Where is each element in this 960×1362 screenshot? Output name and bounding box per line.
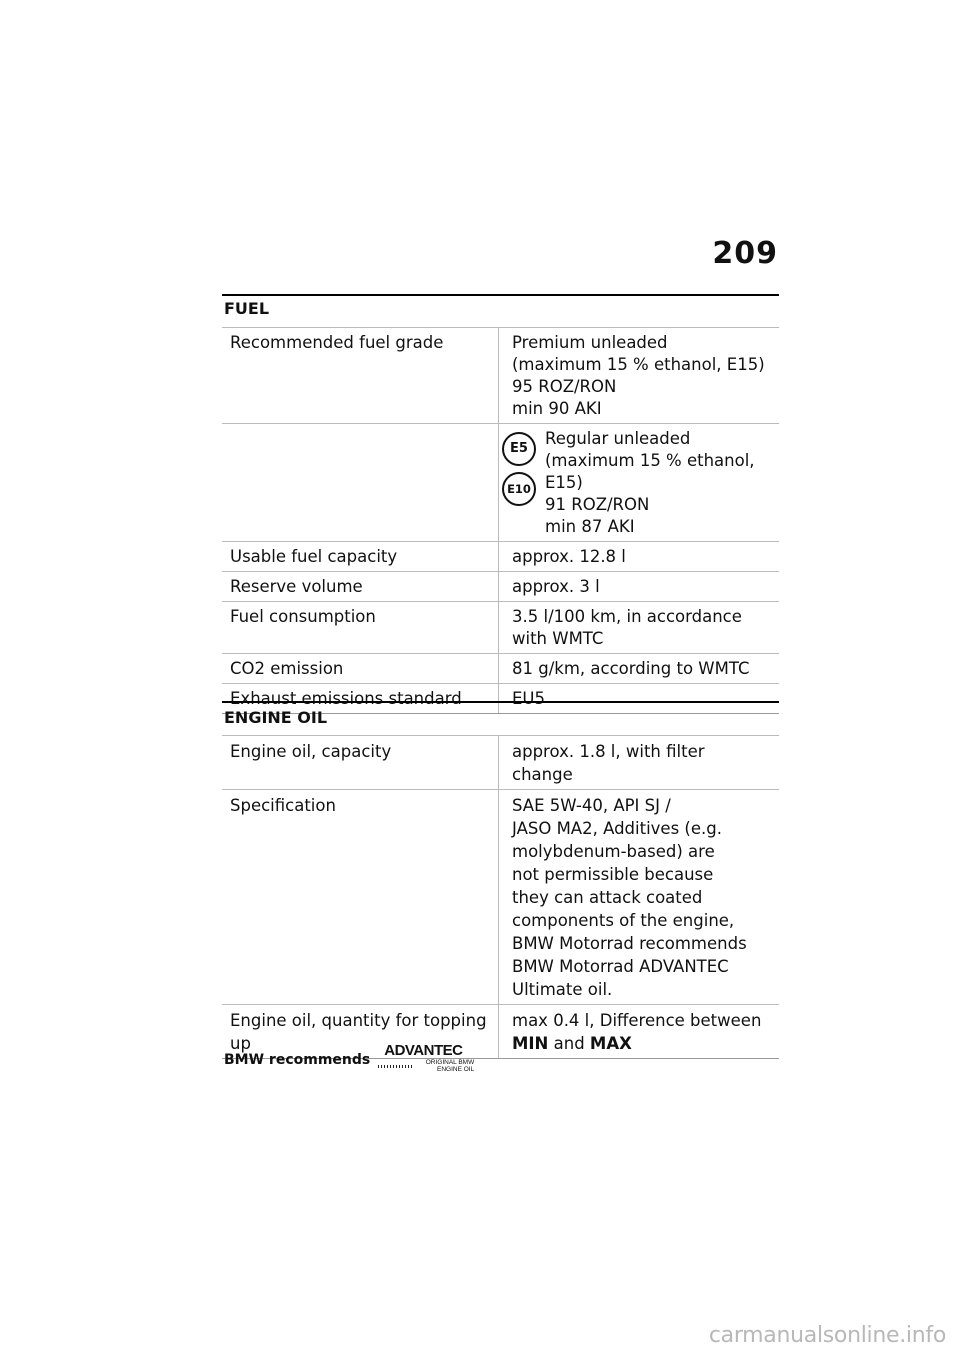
page-number: 209 [712, 236, 778, 271]
table-row [222, 424, 779, 542]
exhaust-standard-label: Exhaust emissions standard [222, 684, 499, 714]
co2-emission-value: 81 g/km, according to WMTC [499, 654, 780, 684]
co2-emission-label: CO2 emission [222, 654, 499, 684]
fuel-section [222, 294, 779, 714]
usable-capacity-label: Usable fuel capacity [222, 542, 499, 572]
advantec-logo [378, 1042, 476, 1073]
fuel-title: FUEL [224, 299, 270, 318]
alternative-fuel-value: E5 E10 Regular unleaded (maximum 15 % ethanol, E15) 91 ROZ/RON min 87 AKI [499, 424, 780, 542]
usable-capacity-value: approx. 12.8 l [499, 542, 780, 572]
exhaust-standard-value: EU5 [499, 684, 780, 714]
engine-oil-table [222, 735, 779, 1059]
engine-oil-section [222, 701, 779, 1059]
max-marker: MAX [589, 1034, 632, 1053]
table-row [222, 790, 779, 1005]
and-word: and [553, 1034, 585, 1053]
oil-specification-value: SAE 5W-40, API SJ / JASO MA2, Additives (e.g. molybdenum-based) are not permissible because they can attack coated components of the engine, BMW Motorrad recommends BMW Motorrad ADVANTEC Ultimate oil. [499, 790, 780, 1005]
recommended-fuel-label: Recommended fuel grade [222, 328, 499, 424]
logo-bars [378, 1065, 414, 1068]
table-row [222, 328, 779, 424]
oil-topping-value: max 0.4 l, Difference between MIN and MAX [499, 1005, 780, 1059]
table-row [222, 572, 779, 602]
reserve-volume-value: approx. 3 l [499, 572, 780, 602]
e5-badge-icon: E5 [502, 432, 536, 466]
oil-capacity-value: approx. 1.8 l, with filter change [499, 736, 780, 790]
recommends-text: BMW recommends [224, 1052, 371, 1068]
watermark-link[interactable]: carmanualsonline.info [708, 1323, 946, 1348]
bmw-recommends [224, 1042, 476, 1073]
fuel-consumption-value: 3.5 l/100 km, in accordance with WMTC [499, 602, 780, 654]
table-row [222, 736, 779, 790]
table-row [222, 542, 779, 572]
oil-specification-label: Specification [222, 790, 499, 1005]
alternative-fuel-label [222, 424, 499, 542]
recommended-fuel-value: Premium unleaded (maximum 15 % ethanol, E15) 95 ROZ/RON min 90 AKI [499, 328, 780, 424]
reserve-volume-label: Reserve volume [222, 572, 499, 602]
fuel-consumption-label: Fuel consumption [222, 602, 499, 654]
engine-oil-title: ENGINE OIL [224, 708, 328, 727]
table-row [222, 602, 779, 654]
fuel-table [222, 327, 779, 714]
table-row [222, 654, 779, 684]
advantec-logo-sub: ORIGINAL BMW ENGINE OIL [425, 1059, 475, 1073]
oil-capacity-label: Engine oil, capacity [222, 736, 499, 790]
e10-badge-icon: E10 [502, 472, 536, 506]
oil-topping-label: Engine oil, quantity for topping up [222, 1005, 499, 1059]
advantec-logo-main: ADVANTEC [384, 1042, 463, 1059]
min-marker: MIN [512, 1034, 549, 1053]
